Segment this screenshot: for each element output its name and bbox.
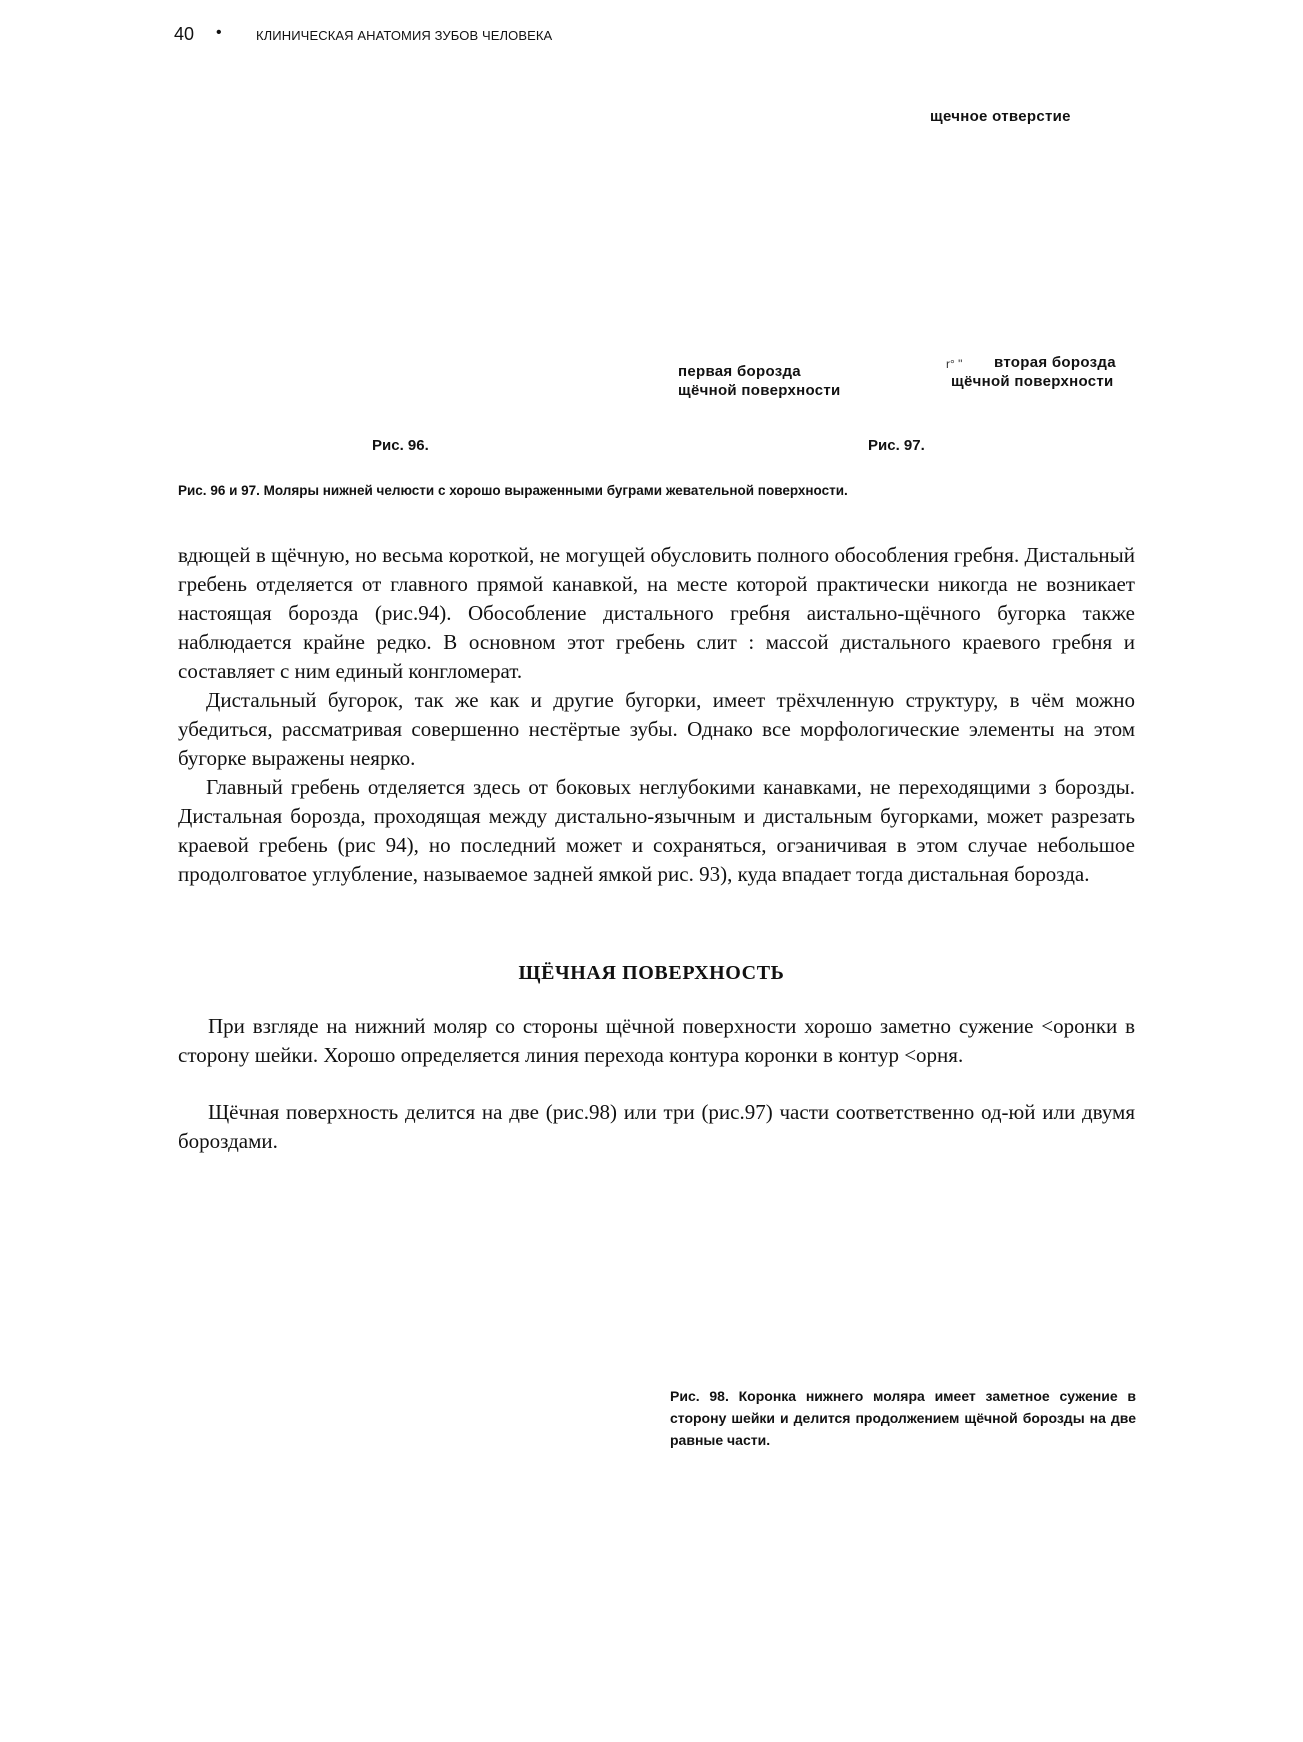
- body-paragraph-2: Дистальный бугорок, так же как и другие бугорки, имеет трёхчленную структуру, в чём можно убедиться, рассматривая совершенно нестёртые зубы. Однако все морфологические элементы на этом бугорке выражены неярко.: [178, 688, 1135, 770]
- label-second-groove-line1: вторая борозда: [994, 354, 1116, 371]
- label-buccal-foramen: щечное отверстие: [930, 108, 1071, 125]
- label-stray-marks: r° ": [946, 357, 963, 371]
- label-second-groove-line2: щёчной поверхности: [951, 373, 1114, 390]
- figure-96-number: Рис. 96.: [372, 437, 429, 454]
- section-heading: ЩЁЧНАЯ ПОВЕРХНОСТЬ: [518, 962, 785, 984]
- figure-96-97-caption: Рис. 96 и 97. Моляры нижней челюсти с хорошо выраженными буграми жевательной поверхности.: [178, 483, 848, 498]
- figure-97-number: Рис. 97.: [868, 437, 925, 454]
- body-paragraph-4: При взгляде на нижний моляр со стороны щёчной поверхности хорошо заметно сужение <оронки в сторону шейки. Хорошо определяется линия перехода контура коронки в контур <орня.: [178, 1014, 1135, 1067]
- body-paragraph-5: Щёчная поверхность делится на две (рис.98) или три (рис.97) части соответственно од-юй или двумя бороздами.: [178, 1100, 1135, 1153]
- label-first-groove-line2: щёчной поверхности: [678, 382, 841, 399]
- body-paragraph-3: Главный гребень отделяется здесь от боковых неглубокими канавками, не переходящими з борозды. Дистальная борозда, проходящая между дистально-язычным и дистальным бугорками, может разрезать краевой гребень (рис 94), но последний может и сохраняться, огэаничивая в этом случае небольшое продолговатое углубление, называемое задней ямкой рис. 93), куда впадает тогда дистальная борозда.: [178, 775, 1135, 886]
- label-first-groove-line1: первая борозда: [678, 363, 801, 380]
- label-first-groove: [678, 362, 841, 400]
- running-title: КЛИНИЧЕСКАЯ АНАТОМИЯ ЗУБОВ ЧЕЛОВЕКА: [256, 28, 553, 43]
- figure-98-caption: Рис. 98. Коронка нижнего моляра имеет заметное сужение в сторону шейки и делится продолжением щёчной борозды на две равные части.: [670, 1388, 1136, 1448]
- page-number: 40: [174, 24, 195, 44]
- header-separator: •: [216, 24, 222, 41]
- body-paragraph-1: вдющей в щёчную, но весьма короткой, не могущей обусловить полного обособления гребня. Дистальный гребень отделяется от главного прямой канавкой, на месте которой практически никогда не возникает настоящая борозда (рис.94). Обособление дистального гребня аистально-щёчного бугорка также наблюдается крайне редко. В основном этот гребень слит : массой дистального краевого гребня и составляет с ним единый конгломерат.: [178, 543, 1135, 683]
